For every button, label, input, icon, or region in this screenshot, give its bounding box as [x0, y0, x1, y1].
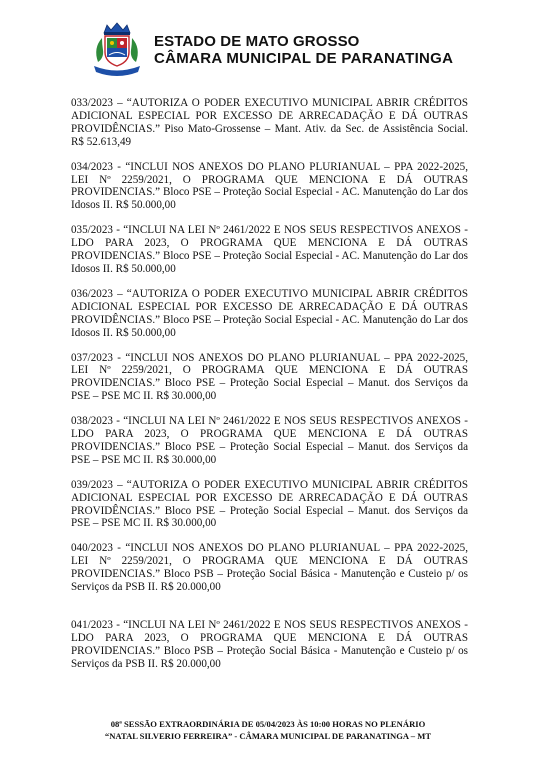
footer-line-session: 08ª SESSÃO EXTRAORDINÁRIA DE 05/04/2023 ÀS 10:00 HORAS NO PLENÁRIO [110, 719, 426, 729]
agenda-item: 034/2023 - “INCLUI NOS ANEXOS DO PLANO PLURIANUAL – PPA 2022-2025, LEI Nº 2259/2021, O PROGRAMA QUE MENCIONA E DÁ OUTRAS PROVIDENCIAS.” Bloco PSE – Proteção Social Especial - AC. Manutenção do Lar dos Idosos II. R$ 50.000,00 [71, 160, 468, 212]
agenda-item: 037/2023 - “INCLUI NOS ANEXOS DO PLANO PLURIANUAL – PPA 2022-2025, LEI Nº 2259/2021, O PROGRAMA QUE MENCIONA E DÁ OUTRAS PROVIDENCIAS.” Bloco PSE – Proteção Social Especial – Manut. dos Serviços da PSE – PSE MC II. R$ 30.000,00 [71, 351, 468, 403]
agenda-item: 033/2023 – “AUTORIZA O PODER EXECUTIVO MUNICIPAL ABRIR CRÉDITOS ADICIONAL ESPECIAL POR EXCESSO DE ARRECADAÇÃO E DÁ OUTRAS PROVIDÊNCIAS.” Piso Mato-Grossense – Mant. Ativ. da Sec. de Assistência Social. R$ 52.613,49 [71, 97, 468, 148]
municipal-crest-icon [90, 20, 144, 78]
state-name: ESTADO DE MATO GROSSO [154, 33, 360, 50]
agenda-item: 035/2023 - “INCLUI NA LEI Nº 2461/2022 E NOS SEUS RESPECTIVOS ANEXOS - LDO PARA 2023, O PROGRAMA QUE MENCIONA E DÁ OUTRAS PROVIDENCIAS.” Bloco PSE – Proteção Social Especial - AC. Manutenção do Lar dos Idosos II. R$ 50.000,00 [71, 224, 468, 275]
footer-line-plenary: “NATAL SILVERIO FERREIRA” - CÂMARA MUNICIPAL DE PARANATINGA – MT [104, 730, 432, 741]
document-header [90, 20, 510, 80]
agenda-item: 038/2023 - “INCLUI NA LEI Nº 2461/2022 E NOS SEUS RESPECTIVOS ANEXOS - LDO PARA 2023, O PROGRAMA QUE MENCIONA E DÁ OUTRAS PROVIDENCIAS.” Bloco PSE – Proteção Social Especial – Manut. dos Serviços da PSE – PSE MC II. R$ 30.000,00 [71, 415, 468, 466]
agenda-item: 039/2023 – “AUTORIZA O PODER EXECUTIVO MUNICIPAL ABRIR CRÉDITOS ADICIONAL ESPECIAL POR EXCESSO DE ARRECADAÇÃO E DÁ OUTRAS PROVIDÊNCIAS.” Bloco PSE – Proteção Social Especial – Manut. dos Serviços da PSE – PSE MC II. R$ 30.000,00 [71, 478, 468, 530]
chamber-name: CÂMARA MUNICIPAL DE PARANATINGA [154, 50, 454, 67]
agenda-list [71, 97, 468, 683]
agenda-item: 041/2023 - “INCLUI NA LEI Nº 2461/2022 E NOS SEUS RESPECTIVOS ANEXOS - LDO PARA 2023, O PROGRAMA QUE MENCIONA E DÁ OUTRAS PROVIDENCIAS.” Bloco PSB – Proteção Social Básica - Manutenção e Custeio p/ os Serviços da PSB II. R$ 20.000,00 [71, 619, 468, 670]
agenda-item: 040/2023 - “INCLUI NOS ANEXOS DO PLANO PLURIANUAL – PPA 2022-2025, LEI Nº 2259/2021, O PROGRAMA QUE MENCIONA E DÁ OUTRAS PROVIDENCIAS.” Bloco PSB – Proteção Social Básica - Manutenção e Custeio p/ os Serviços da PSB II. R$ 20.000,00 [71, 542, 468, 594]
session-footer [0, 719, 536, 742]
agenda-item: 036/2023 – “AUTORIZA O PODER EXECUTIVO MUNICIPAL ABRIR CRÉDITOS ADICIONAL ESPECIAL POR EXCESSO DE ARRECADAÇÃO E DÁ OUTRAS PROVIDÊNCIAS.” Bloco PSE – Proteção Social Especial - AC. Manutenção do Lar dos Idosos II. R$ 50.000,00 [71, 287, 468, 339]
